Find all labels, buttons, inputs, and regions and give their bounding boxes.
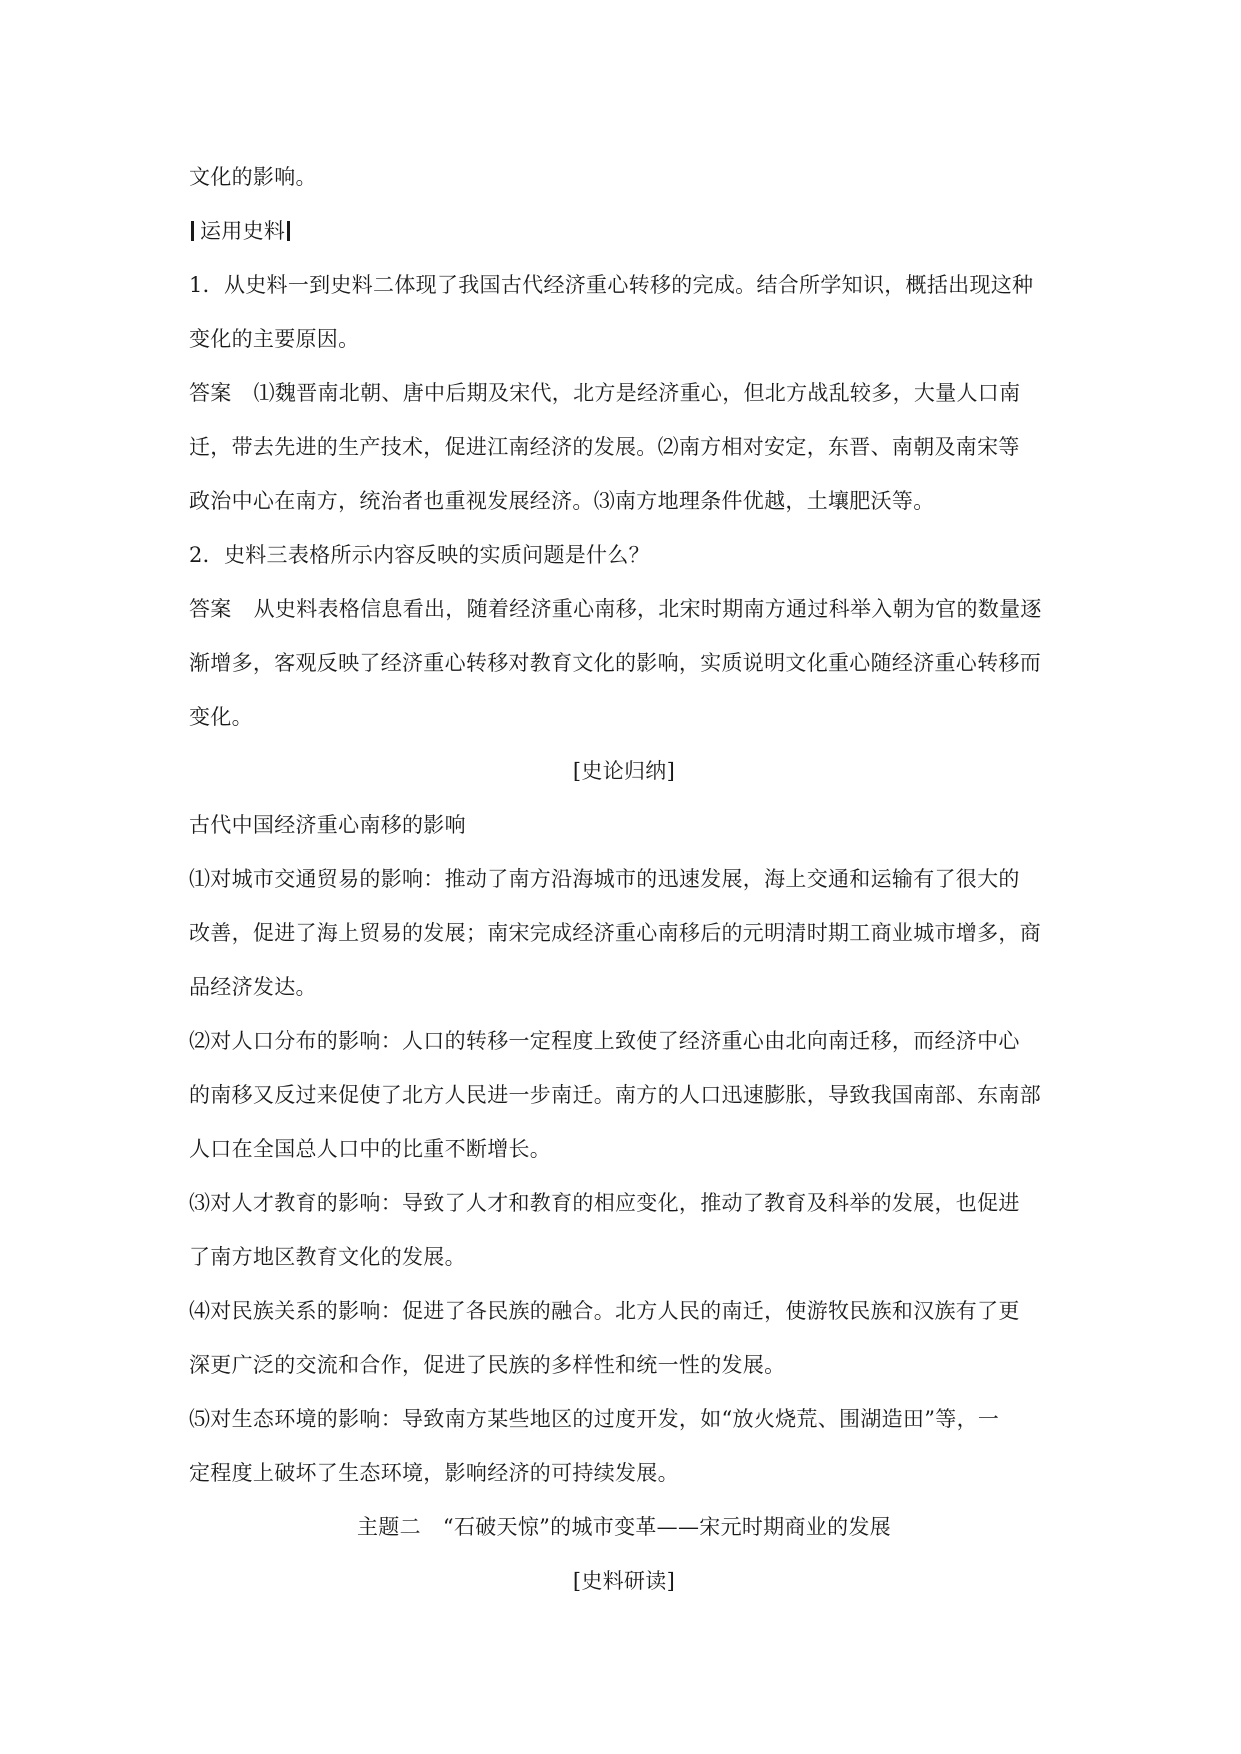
- summary-point-5: 定程度上破坏了生态环境，影响经济的可持续发展。: [189, 1461, 679, 1485]
- summary-point-1: 改善，促进了海上贸易的发展；南宋完成经济重心南移后的元明清时期工商业城市增多，商: [189, 921, 1041, 945]
- document-page: [189, 150, 1059, 1608]
- theme-2-heading: [189, 1500, 1059, 1554]
- summary-point-5: ⑸对生态环境的影响：导致南方某些地区的过度开发，如“放火烧荒、围湖造田”等，一: [189, 1407, 1000, 1431]
- summary-point-1: ⑴对城市交通贸易的影响：推动了南方沿海城市的迅速发展，海上交通和运输有了很大的: [189, 867, 1020, 891]
- answer-1-text: ⑴魏晋南北朝、唐中后期及宋代，北方是经济重心，但北方战乱较多，大量人口南: [253, 381, 1021, 405]
- section-title-use-materials: [189, 204, 1059, 258]
- summary-point-3: 了南方地区教育文化的发展。: [189, 1245, 466, 1269]
- answer-2-text: 从史料表格信息看出，随着经济重心南移，北宋时期南方通过科举入朝为官的数量逐: [253, 597, 1042, 621]
- summary-point-2: ⑵对人口分布的影响：人口的转移一定程度上致使了经济重心由北向南迁移，而经济中心: [189, 1029, 1020, 1053]
- summary-point-3: ⑶对人才教育的影响：导致了人才和教育的相应变化，推动了教育及科举的发展，也促进: [189, 1191, 1020, 1215]
- answer-label: 答案: [189, 597, 232, 621]
- section-title-label: 运用史料: [200, 219, 286, 243]
- summary-point-4: 深更广泛的交流和合作，促进了民族的多样性和统一性的发展。: [189, 1353, 786, 1377]
- summary-point-4: ⑷对民族关系的影响：促进了各民族的融合。北方人民的南迁，使游牧民族和汉族有了更: [189, 1299, 1020, 1323]
- summary-point-2: 人口在全国总人口中的比重不断增长。: [189, 1137, 552, 1161]
- question-1-line: 1．从史料一到史料二体现了我国古代经济重心转移的完成。结合所学知识，概括出现这种: [189, 273, 1034, 297]
- answer-1-line: [189, 366, 1059, 420]
- answer-1-line: 政治中心在南方，统治者也重视发展经济。⑶南方地理条件优越，土壤肥沃等。: [189, 489, 935, 513]
- summary-point-2: 的南移又反过来促使了北方人民进一步南迁。南方的人口迅速膨胀，导致我国南部、东南部: [189, 1083, 1041, 1107]
- answer-2-line: 渐增多，客观反映了经济重心转移对教育文化的影响，实质说明文化重心随经济重心转移而: [189, 651, 1041, 675]
- answer-2-line: 变化。: [189, 705, 253, 729]
- summary-title: 古代中国经济重心南移的影响: [189, 813, 466, 837]
- theme-2-title: “石破天惊”的城市变革——宋元时期商业的发展: [442, 1515, 891, 1539]
- question-2-line: 2．史料三表格所示内容反映的实质问题是什么？: [189, 543, 650, 567]
- question-1-line: 变化的主要原因。: [189, 327, 360, 351]
- answer-2-line: [189, 582, 1059, 636]
- heading-reading: [史料研读]: [572, 1569, 676, 1593]
- bracket-bar-right: [287, 221, 290, 241]
- theme-2-label: 主题二: [357, 1515, 421, 1539]
- answer-label: 答案: [189, 381, 232, 405]
- answer-1-line: 迁，带去先进的生产技术，促进江南经济的发展。⑵南方相对安定，东晋、南朝及南宋等: [189, 435, 1020, 459]
- heading-summary: [史论归纳]: [572, 759, 676, 783]
- summary-point-1: 品经济发达。: [189, 975, 317, 999]
- text-line: 文化的影响。: [189, 165, 317, 189]
- bracket-bar-left: [191, 221, 194, 241]
